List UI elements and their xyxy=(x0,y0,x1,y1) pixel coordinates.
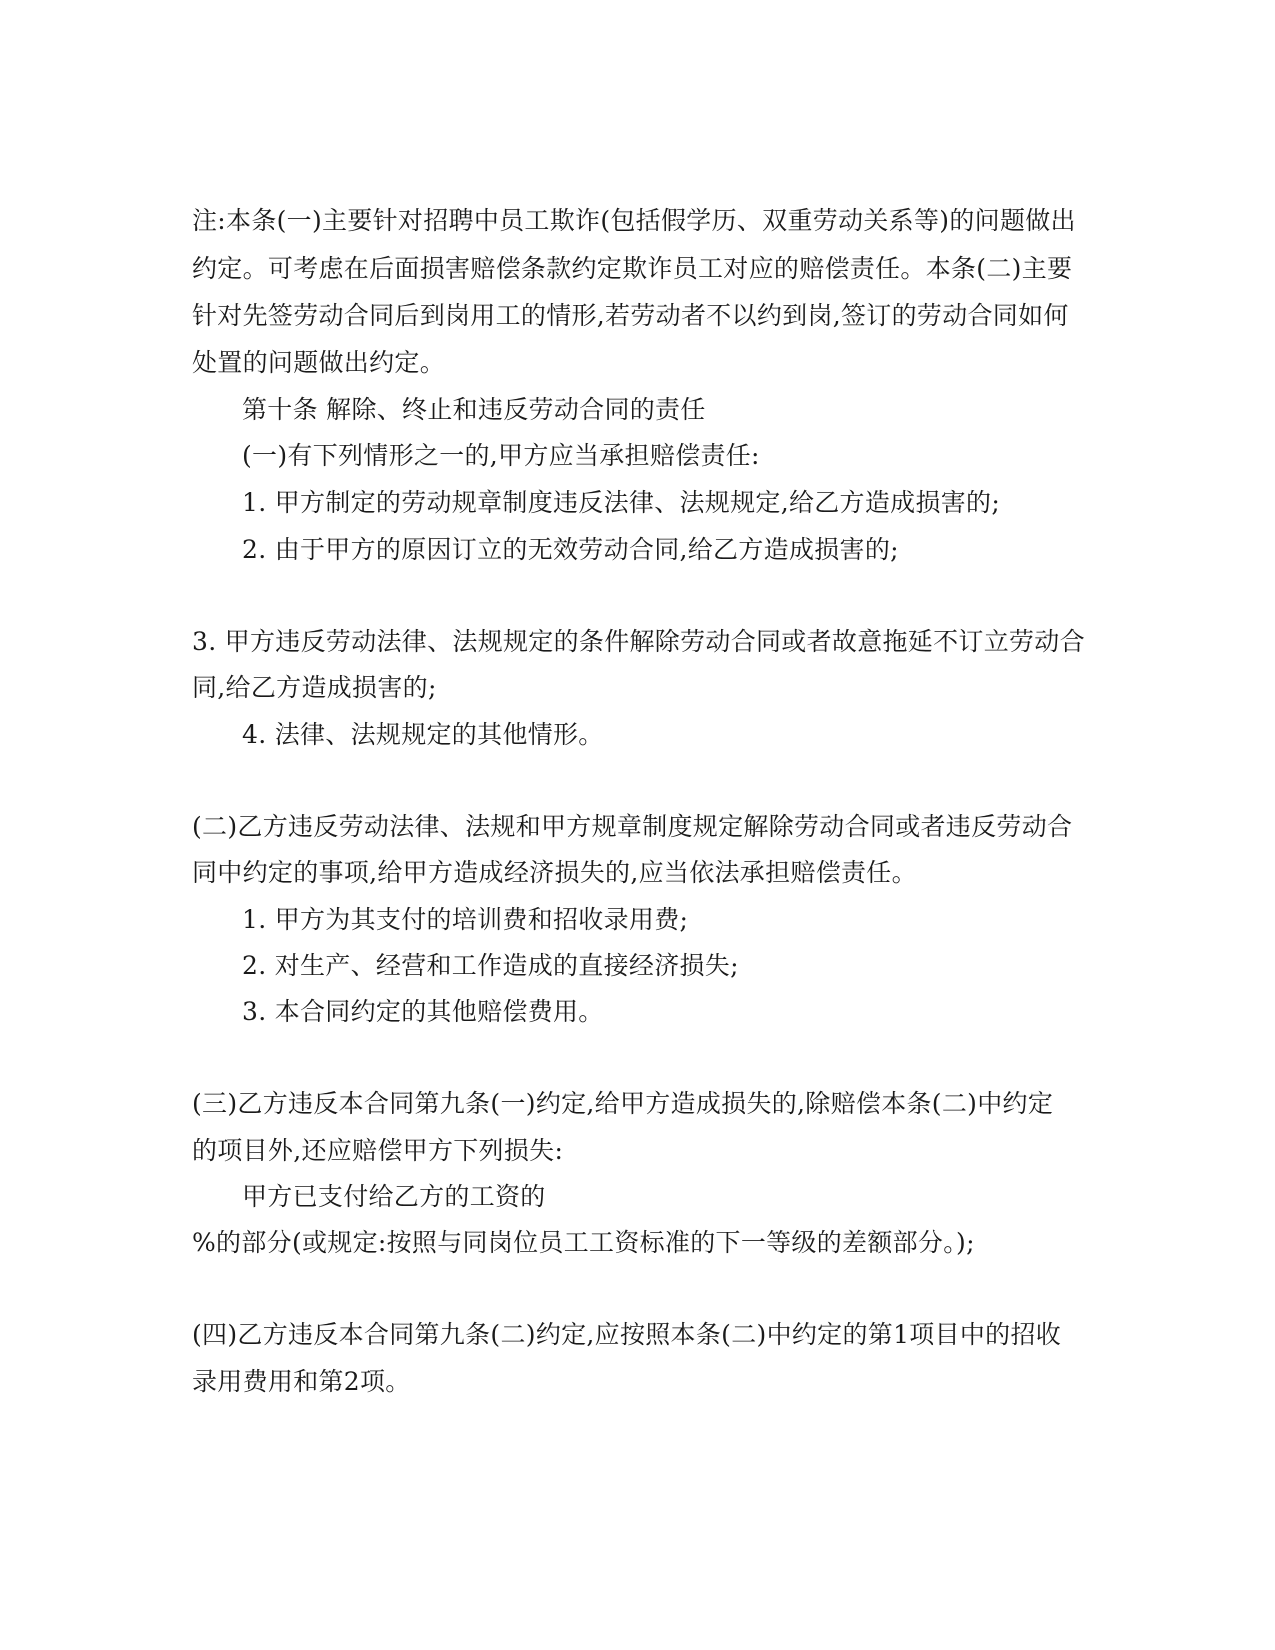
clause-3-percent-line: %的部分(或规定:按照与同岗位员工工资标准的下一等级的差额部分。); xyxy=(192,1228,975,1257)
note-line-3: 针对先签劳动合同后到岗用工的情形,若劳动者不以约到岗,签订的劳动合同如何 xyxy=(192,301,1069,330)
clause-3-wage-line: 甲方已支付给乙方的工资的 xyxy=(242,1182,546,1211)
clause-2-item-1: 1. 甲方为其支付的培训费和招收录用费; xyxy=(242,905,689,934)
article-10-heading: 第十条 解除、终止和违反劳动合同的责任 xyxy=(242,395,706,424)
clause-4-line-1: (四)乙方违反本合同第九条(二)约定,应按照本条(二)中约定的第1项目中的招收 xyxy=(192,1320,1062,1349)
clause-1-item-3-line-1: 3. 甲方违反劳动法律、法规规定的条件解除劳动合同或者故意拖延不订立劳动合 xyxy=(192,627,1085,656)
clause-1-item-4: 4. 法律、法规规定的其他情形。 xyxy=(242,720,604,749)
clause-1-item-3-line-2: 同,给乙方造成损害的; xyxy=(192,673,437,702)
clause-1-item-2: 2. 由于甲方的原因订立的无效劳动合同,给乙方造成损害的; xyxy=(242,535,899,564)
clause-2-item-2: 2. 对生产、经营和工作造成的直接经济损失; xyxy=(242,951,739,980)
note-line-1: 注:本条(一)主要针对招聘中员工欺诈(包括假学历、双重劳动关系等)的问题做出 xyxy=(192,206,1076,235)
note-line-4: 处置的问题做出约定。 xyxy=(192,348,446,377)
clause-2-line-2: 同中约定的事项,给甲方造成经济损失的,应当依法承担赔偿责任。 xyxy=(192,858,917,887)
clause-1-item-1: 1. 甲方制定的劳动规章制度违反法律、法规规定,给乙方造成损害的; xyxy=(242,488,1001,517)
note-line-2: 约定。可考虑在后面损害赔偿条款约定欺诈员工对应的赔偿责任。本条(二)主要 xyxy=(192,254,1073,283)
clause-2-item-3: 3. 本合同约定的其他赔偿费用。 xyxy=(242,997,604,1026)
clause-3-line-2: 的项目外,还应赔偿甲方下列损失: xyxy=(192,1136,564,1165)
clause-2-line-1: (二)乙方违反劳动法律、法规和甲方规章制度规定解除劳动合同或者违反劳动合 xyxy=(192,812,1073,841)
clause-1-intro: (一)有下列情形之一的,甲方应当承担赔偿责任: xyxy=(242,441,760,470)
clause-4-line-2: 录用费用和第2项。 xyxy=(192,1367,411,1396)
clause-3-line-1: (三)乙方违反本合同第九条(一)约定,给甲方造成损失的,除赔偿本条(二)中约定 xyxy=(192,1089,1054,1118)
